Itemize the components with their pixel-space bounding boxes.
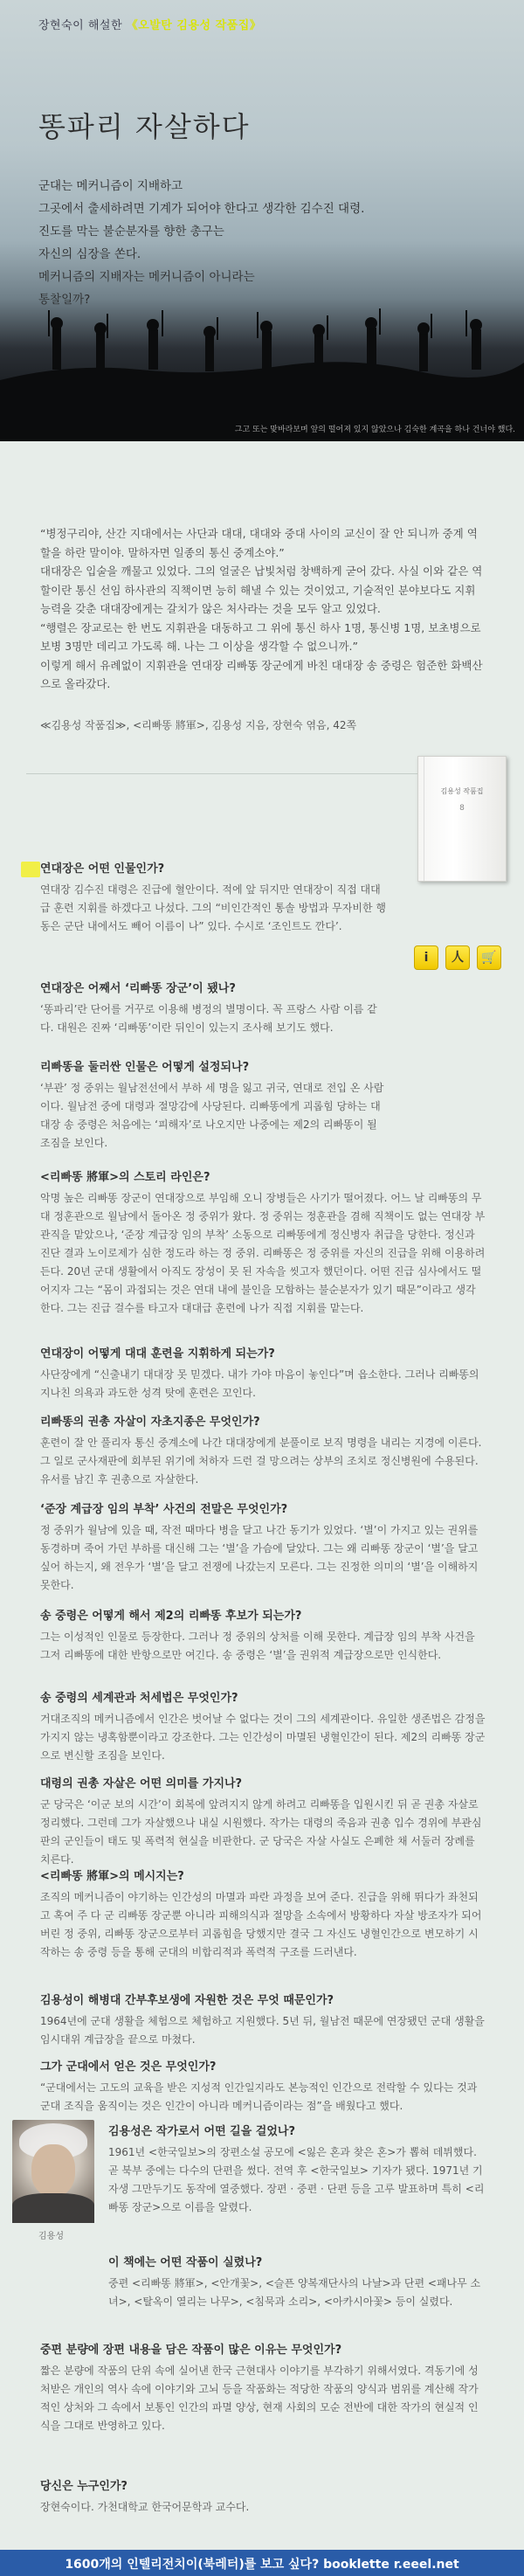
qa-answer: 악명 높은 리빠똥 장군이 연대장으로 부임해 오니 장병들은 사기가 떨어졌다. 어느 날 리빠똥의 무대 정훈관으로 월남에서 돌아온 정 중위가 왔다. 정 중위는 정훈관을 겸해 직책이도 없는 연대장 부관직을 맡았으나, ‘준장 계급장 임의 부착’ 소동으로 리빠똥에게 정신병자 취급을 당한다. 정신과 진단 결과 노이로제가 심한 정도라 하는 정 중위. 리빠똥은 정 중위를 자신의 진급을 위해 이용하려 든다. 20년 군대 생활에서 아직도 장성이 못 된 자속을 씻고자 했던이다. 어떤 진급 심사에서도 떨어지자 그는 “몸이 과접되는 것은 연대 내에 불인을 모함하는 불순분자가 있기 때문”이라고 생각한다. 그는 진급 걸수를 타고자 대대급 훈련에 나가 직접 지휘를 맡는다. bbox=[40, 1192, 486, 1314]
qa-question: 리빠똥의 권총 자살이 자초지종은 무엇인가? bbox=[40, 1416, 260, 1429]
footer-banner[interactable] bbox=[0, 2550, 524, 2576]
book-cover-image[interactable] bbox=[417, 756, 507, 882]
qa-question: <리빠똥 將軍>의 메시지는? bbox=[40, 1870, 184, 1883]
qa-item bbox=[40, 2478, 486, 2517]
qa-answer: 거대조직의 메커니즘에서 인간은 벗어날 수 없다는 것이 그의 세계관이다. 유일한 생존법은 감정을 가지지 않는 냉혹함뿐이라고 강조한다. 그는 인간성이 마멸된 냉혈인간이 된다. 제2의 리빠똥 장군으로 변신할 조짐을 보인다. bbox=[40, 1713, 486, 1762]
footer-link-text[interactable]: 1600개의 인텔리전치이(북레터)를 보고 싶다? booklette r.eeel.net bbox=[65, 2558, 459, 2572]
page-title: 똥파리 자살하다 bbox=[38, 110, 251, 143]
header-banner bbox=[0, 0, 524, 415]
qa-item bbox=[108, 2123, 486, 2217]
qa-question: 김용성은 작가로서 어떤 길을 걸었나? bbox=[108, 2125, 296, 2138]
book-action-icons bbox=[414, 945, 510, 970]
qa-answer: 1961년 <한국일보>의 장편소설 공모에 <잃은 혼과 찾은 혼>가 뽑혀 데뷔했다. 곧 북부 중에는 다수의 단편을 썼다. 전역 후 <한국일보> 기자가 됐다. 1971년 기자생 그만두기도 동작에 열중했다. 장편 · 중편 · 단편 등을 고루 발표하며 특히 <리빠똥 장군>으로 이름을 알렸다. bbox=[108, 2146, 485, 2213]
qa-item bbox=[40, 1501, 486, 1595]
qa-item bbox=[40, 1346, 486, 1402]
pdf-icon[interactable]: 人 bbox=[445, 945, 470, 970]
author-photo bbox=[12, 2120, 94, 2223]
qa-question: 중편 분량에 장편 내용을 담은 작품이 많은 이유는 무엇인가? bbox=[40, 2344, 342, 2357]
qa-answer: 장현숙이다. 가천대학교 한국어문학과 교수다. bbox=[40, 2501, 250, 2513]
qa-answer: 훈련이 잘 안 풀리자 통신 중계소에 나간 대대장에게 분풀이로 보직 명령을 내리는 지경에 이른다. 그 일로 군사재판에 회부된 위기에 처하자 드런 걸 망으려는 상부의 조치로 정신병원에 수용된다. 유서를 남긴 후 권총으로 자살한다. bbox=[40, 1437, 482, 1485]
info-icon[interactable]: i bbox=[414, 945, 438, 970]
intro-line: 메커니즘의 지배자는 메커니즘이 아니라는 bbox=[38, 270, 255, 284]
quote-paragraph: 이렇게 해서 유례없이 지휘관을 연대장 리빠똥 장군에게 바친 대대장 송 중령은 험준한 화백산으로 올라갔다. bbox=[40, 658, 483, 690]
byline-book-link[interactable]: 《오발탄 김용성 작품집》 bbox=[126, 19, 262, 32]
author-name: 김용성 bbox=[38, 2232, 64, 2241]
cart-icon[interactable]: 🛒 bbox=[477, 945, 501, 970]
qa-question: <리빠똥 將軍>의 스토리 라인은? bbox=[40, 1171, 210, 1184]
qa-answer: 조직의 메커니즘이 야기하는 인간성의 마멸과 파란 과정을 보여 준다. 진급을 위해 뛰다가 좌천되고 혹여 주 다 군 리빠똥 장군뿐 아니라 피해의식과 절망을 소속에서 방황하다 자살 방조자가 되어 버린 정 중위, 리빠똥 장군으로부터 괴롭힘을 당했지만 결국 그 자신도 냉혈인간으로 변모하기 시작하는 송 중령 등을 통해 군대의 비합리적과 폭력적 구조를 드러낸다. bbox=[40, 1891, 482, 1958]
author-suit bbox=[12, 2193, 94, 2223]
quote-paragraph: 대대장은 입술을 깨물고 있었다. 그의 얼굴은 납빛처럼 창백하게 굳어 갔다. 사실 이와 같은 역할이란 통신 선임 하사관의 직책이면 능히 해낼 수 있는 것이었고, 기술적인 분야보다도 지휘 능력을 갖춘 대대장에게는 갈치가 않은 처사라는 것을 모두 알고 있었다. bbox=[40, 564, 483, 615]
qa-question: 당신은 누구인가? bbox=[40, 2480, 128, 2493]
excerpt-quote bbox=[40, 524, 486, 735]
qa-question: 송 중령은 어떻게 해서 제2의 리빠똥 후보가 되는가? bbox=[40, 1610, 302, 1623]
quote-paragraph: “병정구리야, 산간 지대에서는 사단과 대대, 대대와 중대 사이의 교신이 잘 안 되니까 중계 역할을 하란 말이야. 말하자면 일종의 통신 중계소야.” bbox=[40, 527, 478, 559]
quote-source: ≪김용성 작품집≫, <리빠똥 將軍>, 김용성 지음, 장현숙 엮음, 42쪽 bbox=[40, 718, 357, 731]
qa-answer: 중편 <리빠똥 將軍>, <안개꽃>, <슬픈 양복재단사의 나날>과 단편 <패나무 소녀>, <탈옥이 열리는 나무>, <침묵과 소리>, <아카시아꽃> 등이 실렸다. bbox=[108, 2277, 481, 2308]
book-cover-number: 8 bbox=[459, 804, 465, 813]
qa-answer: 군 당국은 ‘이군 보의 시간’이 회복에 앞려지지 않게 하려고 리빠똥을 입원시킨 뒤 곧 권총 자살로 정리했다. 그런데 그가 자살했으나 내실 시원했다. 작가는 대령의 죽음과 권총 입수 경위에 부관심판의 군인들이 태도 및 폭력적 현실을 비판한다. 군 당국은 자살 사실도 은폐한 채 서둘러 장례를 치른다. bbox=[40, 1798, 482, 1866]
qa-answer: 사단장에게 “신출내기 대대장 못 믿겠다. 내가 가야 마음이 놓인다”며 읍소한다. 그러나 리빠똥의 지나친 의욕과 과도한 성격 탓에 훈련은 꼬인다. bbox=[40, 1368, 479, 1399]
qa-item bbox=[40, 2342, 486, 2435]
intro-line: 자신의 심장을 쏜다. bbox=[38, 247, 141, 261]
quote-paragraph: “행렬은 장교로는 한 번도 지휘관을 대동하고 그 위에 통신 하사 1명, 통신병 1명, 보초병으로 보병 3명만 데리고 가도록 해. 나는 그 이상을 생각할 수 없으니까.” bbox=[40, 620, 481, 653]
qa-item bbox=[40, 1776, 486, 1869]
intro-line: 진도를 막는 불순분자를 향한 총구는 bbox=[38, 225, 224, 239]
byline-prefix: 장현숙이 해설한 bbox=[38, 19, 123, 32]
qa-item bbox=[40, 1690, 486, 1765]
qa-item bbox=[40, 1059, 390, 1153]
intro-line: 그곳에서 출세하려면 기계가 되어야 한다고 생각한 김수진 대령. bbox=[38, 202, 365, 216]
photo-caption-bar bbox=[0, 415, 524, 441]
qa-question: 연대장이 어떻게 대대 훈련을 지휘하게 되는가? bbox=[40, 1347, 275, 1361]
byline bbox=[38, 16, 261, 32]
qa-item bbox=[40, 980, 390, 1037]
qa-question: 리빠똥을 둘러싼 인물은 어떻게 설정되나? bbox=[40, 1061, 250, 1074]
intro-line: 통찰일까? bbox=[38, 293, 91, 307]
author-face bbox=[31, 2144, 75, 2197]
qa-item bbox=[40, 1169, 486, 1318]
qa-item bbox=[40, 1414, 486, 1489]
qa-question: 송 중령의 세계관과 처세법은 무엇인가? bbox=[40, 1692, 238, 1705]
qa-answer: 정 중위가 월남에 있을 때, 작전 때마다 병을 달고 나간 동기가 있었다. ‘별’이 가지고 있는 권위를 동경하며 죽어 가던 부하를 대신해 그는 ‘별’을 가슴에 달았다. 그는 왜 리빠똥 장군이 ‘별’을 달고 싶어 하는지, 왜 전우가 ‘별’을 달고 전쟁에 나갔는지 모른다. 그는 진정한 의미의 ‘별’을 이해하지 못한다. bbox=[40, 1524, 479, 1591]
qa-answer: 그는 이성적인 인물로 등장한다. 그러나 정 중위의 상처를 이해 못한다. 계급장 임의 부착 사건을 그저 리빠똥에 대한 반항으로만 여긴다. 송 중령은 ‘별’을 권위적 계급장으로만 인식한다. bbox=[40, 1631, 475, 1661]
qa-answer: “군대에서는 고도의 교육을 받은 지성적 인간일지라도 본능적인 인간으로 전락할 수 있다는 것과 군대 조직을 움직이는 것은 인간이 아니라 메커니즘이라는 점”을 배웠다고 했다. bbox=[40, 2081, 478, 2112]
qa-item bbox=[40, 1608, 486, 1665]
qa-item bbox=[40, 2059, 486, 2116]
soldiers-silhouette-image bbox=[0, 275, 524, 415]
qa-question: 김용성이 해병대 간부후보생에 자원한 것은 무엇 때문인가? bbox=[40, 1994, 334, 2007]
highlight-marker bbox=[21, 862, 40, 877]
qa-question: 대령의 권총 자살은 어떤 의미를 가지나? bbox=[40, 1777, 243, 1790]
qa-question: ‘준장 계급장 임의 부착’ 사건의 전말은 무엇인가? bbox=[40, 1503, 288, 1516]
photo-caption: 그고 또는 맞바라보며 앞의 떨어져 있지 않았으나 김숙한 계곡을 하나 건너야 했다. bbox=[234, 426, 515, 434]
qa-item bbox=[40, 1868, 486, 1962]
qa-answer: ‘똥파리’란 단어를 거꾸로 이용해 병정의 별명이다. 꼭 프랑스 사람 이름 같다. 대원은 진짜 ‘리빠똥’이란 뒤인이 있는지 조사해 보기도 했다. bbox=[40, 1003, 377, 1034]
qa-question: 연대장은 어떤 인물인가? bbox=[40, 862, 165, 876]
qa-item bbox=[40, 861, 390, 936]
qa-question: 이 책에는 어떤 작품이 실렸나? bbox=[108, 2256, 263, 2269]
qa-answer: 연대장 김수진 대령은 진급에 혈안이다. 적에 앞 뒤지만 연대장이 직접 대대급 훈련 지휘를 하겠다고 나섰다. 그의 “비인간적인 통솔 방법과 무자비한 행동은 군단 내에서도 빼어 이름이 나” 있다. 수시로 ‘조인트도 깐다’. bbox=[40, 883, 386, 932]
book-cover-title: 김용성 작품집 bbox=[440, 787, 484, 795]
qa-question: 연대장은 어째서 ‘리빠똥 장군’이 됐나? bbox=[40, 982, 236, 995]
qa-answer: 짧은 분량에 작품의 단위 속에 실어낸 한국 근현대사 이야기를 부각하기 위해서였다. 격동기에 성처받은 개인의 역사 속에 이야기와 고뇌 등을 작품화는 적당한 작품의 양식과 범위를 계산해 작가적인 상처와 그 속에서 보통인 인간의 파멸 양상, 현재 사회의 모순 전반에 대한 작가의 현실적 인식을 그대로 반영하고 있다. bbox=[40, 2365, 479, 2432]
qa-item bbox=[40, 1992, 486, 2049]
intro-line: 군대는 메커니즘이 지배하고 bbox=[38, 179, 183, 193]
qa-answer: 1964년에 군대 생활을 체험으로 체험하고 지원했다. 5년 뒤, 월남전 때문에 연장됐던 군대 생활을 임시대위 계급장을 끝으로 마쳤다. bbox=[40, 2015, 485, 2046]
qa-answer: ‘부관’ 정 중위는 월남전선에서 부하 세 명을 잃고 귀국, 연대로 전입 온 사람이다. 월남전 중에 대령과 절망감에 사당된다. 리빠똥에게 괴롭힘 당하는 대대장 송 중령은 처음에는 ‘피해자’로 나오지만 나중에는 제2의 리빠똥이 될 조짐을 보인다. bbox=[40, 1082, 384, 1149]
qa-question: 그가 군대에서 얻은 것은 무엇인가? bbox=[40, 2060, 217, 2074]
qa-item bbox=[108, 2254, 486, 2311]
